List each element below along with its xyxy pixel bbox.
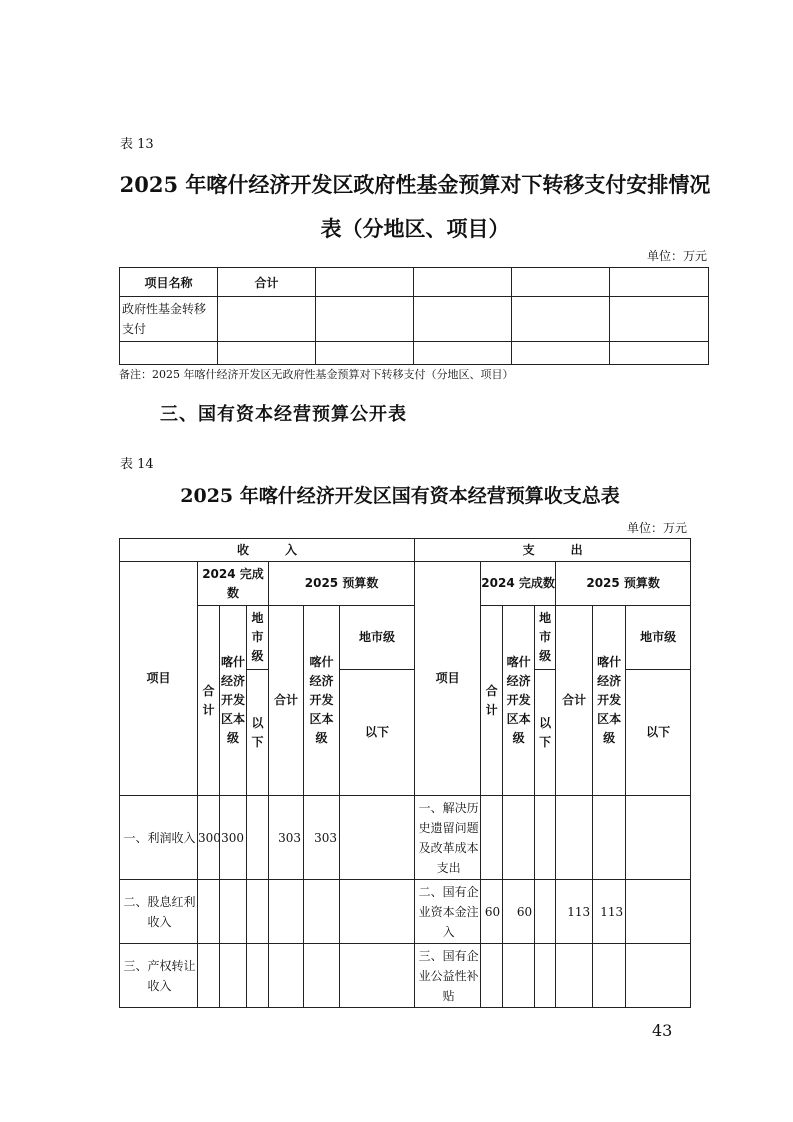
cell-value [503, 944, 535, 1008]
expense-item: 二、国有企业资本金注入 [415, 880, 481, 944]
cell-value: 113 [593, 880, 626, 944]
table13-cell [218, 297, 316, 342]
cell-value [556, 944, 593, 1008]
table14-expense-2025-header: 2025 预算数 [556, 562, 691, 606]
income-item: 三、产权转让收入 [120, 944, 198, 1008]
table14-ex-2024-total-header: 合计 [481, 606, 503, 796]
table14-income-item-header: 项目 [120, 562, 198, 796]
table14-expense-2024-header: 2024 完成数 [481, 562, 556, 606]
table13-header-row [120, 268, 709, 297]
table13-cell [316, 297, 414, 342]
cell-value [593, 796, 626, 880]
table13-label: 表 13 [120, 137, 154, 152]
income-item: 一、利润收入 [120, 796, 198, 880]
cell-value [247, 880, 269, 944]
table13-row-label: 政府性基金转移支付 [120, 297, 218, 342]
cell-value [269, 880, 304, 944]
table-row [120, 880, 691, 944]
table13-title [100, 163, 730, 251]
table13-title-line1: 2025 年喀什经济开发区政府性基金预算对下转移支付安排情况 [119, 172, 711, 197]
table14-in-2024-total-header: 合计 [198, 606, 220, 796]
cell-value [198, 880, 220, 944]
table14-unit: 单位：万元 [626, 521, 687, 535]
table14-in-2025-below-header: 以下 [340, 670, 415, 796]
cell-value [340, 944, 415, 1008]
cell-value: 113 [556, 880, 593, 944]
cell-value [535, 796, 556, 880]
table14-ex-2025-total-header: 合计 [556, 606, 593, 796]
table14-ex-2024-below-header: 以下 [535, 670, 556, 796]
cell-value: 300 [198, 796, 220, 880]
cell-value [247, 796, 269, 880]
cell-value [220, 880, 247, 944]
table13-header-col6 [610, 268, 709, 297]
cell-value: 300 [220, 796, 247, 880]
table14-income-2024-header: 2024 完成数 [198, 562, 269, 606]
cell-value [198, 944, 220, 1008]
cell-value [593, 944, 626, 1008]
cell-value [247, 944, 269, 1008]
table14-subheader-row [120, 606, 691, 670]
table-row [120, 796, 691, 880]
cell-value [481, 944, 503, 1008]
table14-ex-2024-kashi-header: 喀什经济开发区本级 [503, 606, 535, 796]
cell-value [626, 880, 691, 944]
table14-title: 2025 年喀什经济开发区国有资本经营预算收支总表 [180, 485, 620, 507]
cell-value [340, 880, 415, 944]
table14-ex-2025-below-header: 以下 [626, 670, 691, 796]
income-item: 二、股息红利收入 [120, 880, 198, 944]
table13-header-col5 [512, 268, 610, 297]
table13-row [120, 297, 709, 342]
table13-cell [120, 342, 218, 365]
table14-in-2024-below-header: 以下 [247, 670, 269, 796]
table14-ex-2024-city-header: 地市级 [535, 606, 556, 670]
table13-header-col4 [414, 268, 512, 297]
cell-value [304, 880, 340, 944]
table13-row [120, 342, 709, 365]
cell-value [340, 796, 415, 880]
table14-expense-item-header: 项目 [415, 562, 481, 796]
table14-income-header: 收 入 [120, 539, 415, 562]
table13-cell [610, 297, 709, 342]
table14-in-2024-city-header: 地市级 [247, 606, 269, 670]
table14-in-2025-city-header: 地市级 [340, 606, 415, 670]
table13-cell [414, 342, 512, 365]
table14-in-2025-kashi-header: 喀什经济开发区本级 [304, 606, 340, 796]
table14-in-2025-total-header: 合计 [269, 606, 304, 796]
table14-income-2025-header: 2025 预算数 [269, 562, 415, 606]
table14-expense-header: 支 出 [415, 539, 691, 562]
table14-header-row [120, 562, 691, 606]
table14-group-header-row [120, 539, 691, 562]
expense-item: 三、国有企业公益性补贴 [415, 944, 481, 1008]
section-heading: 三、国有资本经营预算公开表 [160, 404, 407, 425]
table13-cell [512, 297, 610, 342]
table13-header-total: 合计 [218, 268, 316, 297]
cell-value [304, 944, 340, 1008]
cell-value [220, 944, 247, 1008]
table13-cell [610, 342, 709, 365]
table14-ex-2025-kashi-header: 喀什经济开发区本级 [593, 606, 626, 796]
table14-in-2024-kashi-header: 喀什经济开发区本级 [220, 606, 247, 796]
table13-header-col3 [316, 268, 414, 297]
table-row [120, 944, 691, 1008]
cell-value: 303 [304, 796, 340, 880]
table13 [119, 267, 709, 365]
table13-cell [414, 297, 512, 342]
cell-value [626, 944, 691, 1008]
table13-cell [512, 342, 610, 365]
table13-unit: 单位：万元 [646, 249, 707, 263]
cell-value [626, 796, 691, 880]
table14-ex-2025-city-header: 地市级 [626, 606, 691, 670]
table14 [119, 538, 691, 1008]
cell-value [535, 880, 556, 944]
cell-value [503, 796, 535, 880]
page-number: 43 [652, 1021, 673, 1040]
cell-value [535, 944, 556, 1008]
table13-cell [218, 342, 316, 365]
table13-title-line2: 表（分地区、项目） [320, 216, 510, 241]
table14-label: 表 14 [120, 457, 154, 472]
table13-header-item-name: 项目名称 [120, 268, 218, 297]
expense-item: 一、解决历史遗留问题及改革成本支出 [415, 796, 481, 880]
cell-value: 60 [503, 880, 535, 944]
cell-value [269, 944, 304, 1008]
cell-value [481, 796, 503, 880]
table13-note: 备注：2025 年喀什经济开发区无政府性基金预算对下转移支付（分地区、项目） [119, 368, 514, 381]
cell-value: 60 [481, 880, 503, 944]
cell-value [556, 796, 593, 880]
cell-value: 303 [269, 796, 304, 880]
table13-cell [316, 342, 414, 365]
